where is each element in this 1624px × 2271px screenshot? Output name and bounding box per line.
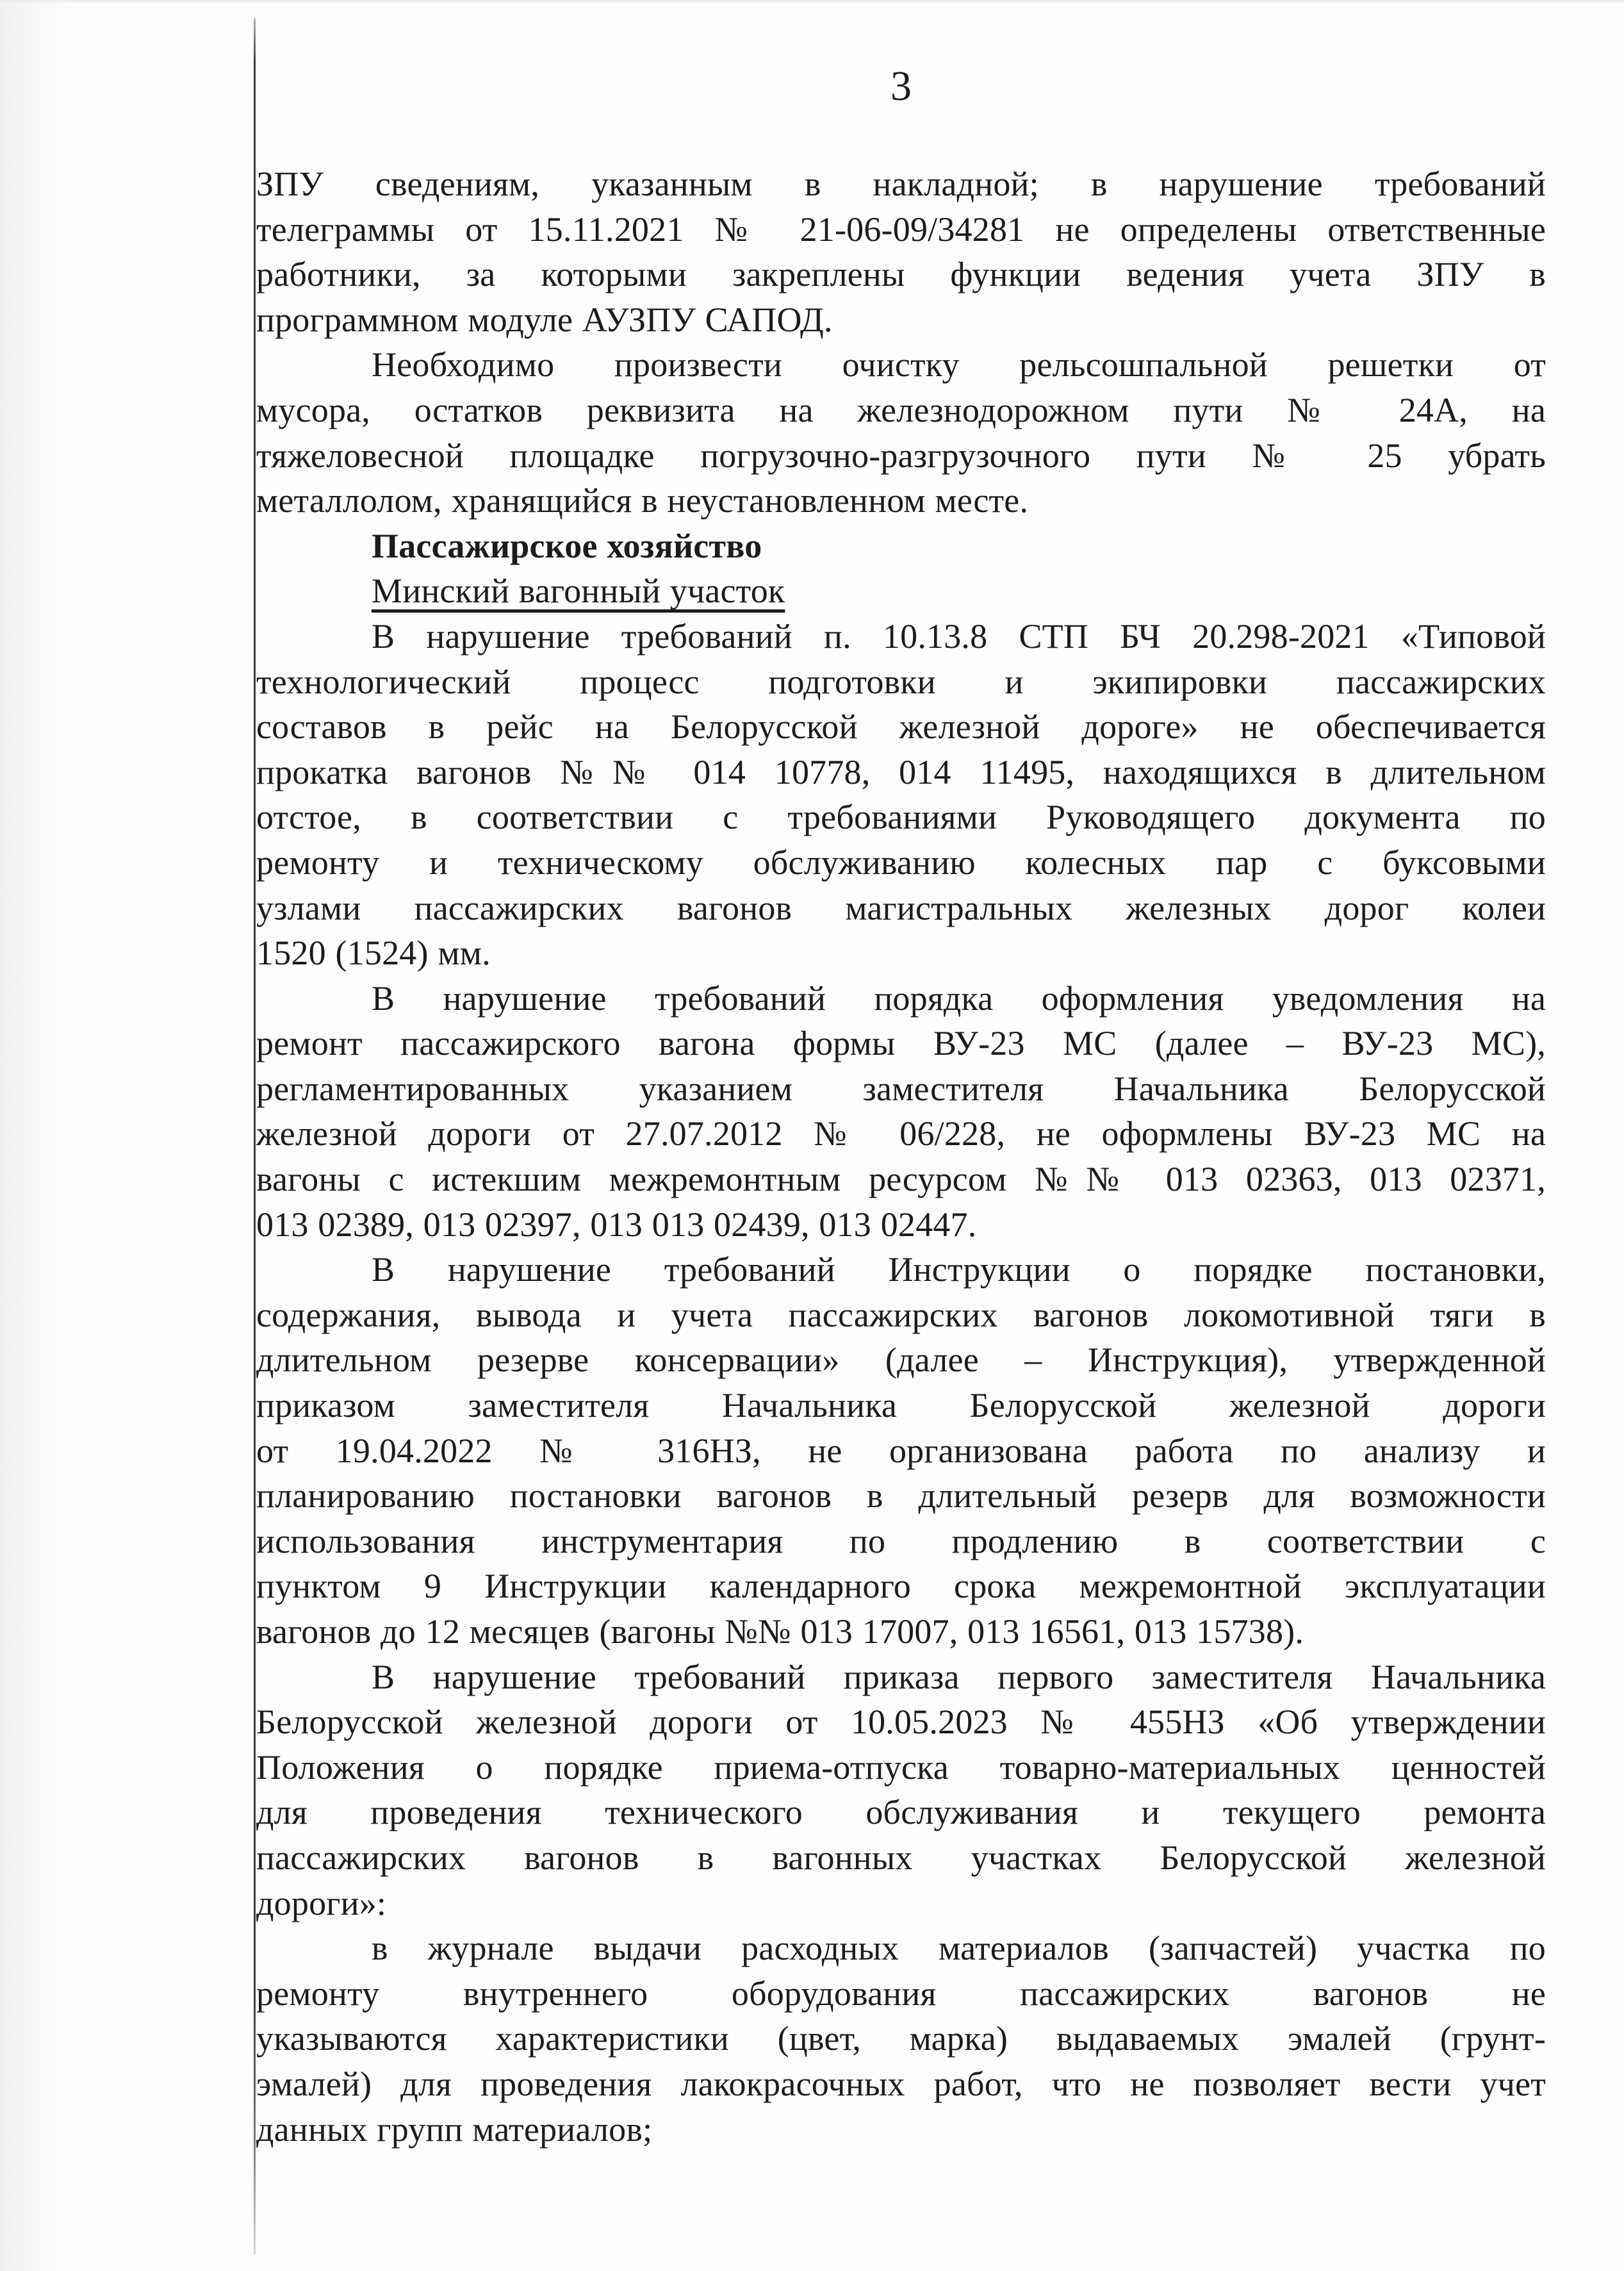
text-line: Минский вагонный участок: [372, 572, 785, 611]
text-line: пунктом 9 Инструкции календарного срока межремонтной эксплуатации: [256, 1567, 1546, 1606]
paragraph: [256, 342, 1546, 523]
text-line: телеграммы от 15.11.2021 № 21-06-09/34281 не определены ответственные: [256, 210, 1546, 249]
page-number: 3: [890, 63, 912, 110]
paragraph: [256, 1247, 1546, 1654]
text-line: содержания, вывода и учета пассажирских вагонов локомотивной тяги в: [256, 1295, 1546, 1334]
subsection-heading: [256, 568, 1546, 614]
text-line: прокатка вагонов №№ 014 10778, 014 11495, находящихся в длительном: [256, 752, 1546, 791]
paragraph: [256, 614, 1546, 976]
text-line: эмалей) для проведения лакокрасочных работ, что не позволяет вести учет: [256, 2064, 1546, 2103]
text-line: узлами пассажирских вагонов магистральных железных дорог колеи: [256, 888, 1546, 927]
text-line: В нарушение требований приказа первого заместителя Начальника: [372, 1657, 1546, 1696]
scan-edge-shading-top: [0, 0, 1624, 4]
text-line: В нарушение требований Инструкции о порядке постановки,: [372, 1250, 1546, 1289]
text-line: железной дороги от 27.07.2012 № 06/228, не оформлены ВУ-23 МС на: [256, 1114, 1546, 1153]
text-line: планированию постановки вагонов в длительный резерв для возможности: [256, 1476, 1546, 1515]
text-line: 1520 (1524) мм.: [256, 934, 491, 973]
text-line: использования инструментария по продлению в соответствии с: [256, 1521, 1546, 1560]
text-line: для проведения технического обслуживания и текущего ремонта: [256, 1793, 1546, 1832]
text-line: в журнале выдачи расходных материалов (запчастей) участка по: [372, 1929, 1546, 1968]
text-line: ремонту внутреннего оборудования пассажирских вагонов не: [256, 1974, 1546, 2013]
scan-edge-shading-left: [0, 0, 70, 2271]
text-line: металлолом, хранящийся в неустановленном месте.: [256, 481, 1029, 520]
scan-artifact-line: [254, 18, 256, 2254]
text-line: программном модуле АУЗПУ САПОД.: [256, 300, 833, 339]
paragraph: [256, 1655, 1546, 1926]
text-line: вагоны с истекшим межремонтным ресурсом №№ 013 02363, 013 02371,: [256, 1160, 1546, 1199]
paragraph: [256, 976, 1546, 1248]
text-line: Белорусской железной дороги от 10.05.2023 № 455НЗ «Об утверждении: [256, 1703, 1546, 1742]
text-line: ЗПУ сведениям, указанным в накладной; в нарушение требований: [256, 165, 1546, 203]
text-line: мусора, остатков реквизита на железнодорожном пути № 24А, на: [256, 390, 1546, 429]
text-line: В нарушение требований п. 10.13.8 СТП БЧ 20.298-2021 «Типовой: [372, 616, 1546, 656]
text-line: отстое, в соответствии с требованиями Руководящего документа по: [256, 798, 1546, 837]
text-line: ремонту и техническому обслуживанию колесных пар с буксовыми: [256, 843, 1546, 882]
text-line: Положения о порядке приема-отпуска товарно-материальных ценностей: [256, 1747, 1546, 1787]
text-line: В нарушение требований порядка оформления уведомления на: [372, 979, 1546, 1018]
text-line: составов в рейс на Белорусской железной дороге» не обеспечивается: [256, 707, 1546, 747]
text-line: Необходимо произвести очистку рельсошпальной решетки от: [372, 345, 1546, 384]
text-line: Пассажирское хозяйство: [372, 526, 762, 565]
document-body: [256, 161, 1546, 2152]
paragraph: [256, 161, 1546, 342]
text-line: вагонов до 12 месяцев (вагоны №№ 013 17007, 013 16561, 013 15738).: [256, 1612, 1304, 1651]
text-line: данных групп материалов;: [256, 2110, 653, 2149]
text-line: работники, за которыми закреплены функции ведения учета ЗПУ в: [256, 255, 1546, 294]
text-line: приказом заместителя Начальника Белорусской железной дороги: [256, 1386, 1546, 1425]
text-line: технологический процесс подготовки и экипировки пассажирских: [256, 662, 1546, 701]
text-line: длительном резерве консервации» (далее – Инструкция), утвержденной: [256, 1341, 1546, 1380]
text-line: указываются характеристики (цвет, марка) выдаваемых эмалей (грунт-: [256, 2019, 1546, 2058]
paragraph: [256, 1926, 1546, 2152]
text-line: тяжеловесной площадке погрузочно-разгрузочного пути № 25 убрать: [256, 436, 1546, 475]
text-line: 013 02389, 013 02397, 013 013 02439, 013 02447.: [256, 1205, 977, 1244]
text-line: регламентированных указанием заместителя Начальника Белорусской: [256, 1069, 1546, 1108]
text-line: дороги»:: [256, 1883, 387, 1922]
text-line: пассажирских вагонов в вагонных участках Белорусской железной: [256, 1838, 1546, 1877]
section-heading: [256, 524, 1546, 569]
text-line: от 19.04.2022 № 316НЗ, не организована работа по анализу и: [256, 1431, 1546, 1470]
text-line: ремонт пассажирского вагона формы ВУ-23 МС (далее – ВУ-23 МС),: [256, 1024, 1546, 1063]
